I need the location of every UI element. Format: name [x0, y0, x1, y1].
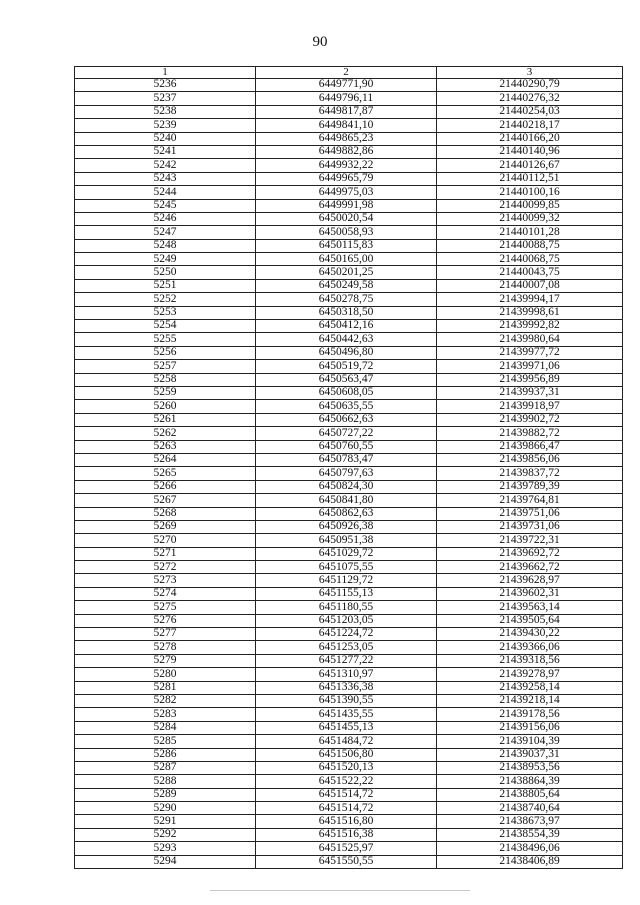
cell-y-coordinate: 21440140,96: [437, 145, 623, 158]
cell-point-number: 5289: [75, 788, 256, 801]
cell-point-number: 5260: [75, 400, 256, 413]
table-row: [75, 266, 623, 279]
cell-y-coordinate: 21439037,31: [437, 748, 623, 761]
table-row: [75, 427, 623, 440]
cell-x-coordinate: 6451253,05: [256, 641, 437, 654]
cell-point-number: 5261: [75, 413, 256, 426]
table-row: [75, 440, 623, 453]
table-row: [75, 694, 623, 707]
cell-x-coordinate: 6451310,97: [256, 668, 437, 681]
cell-x-coordinate: 6451516,38: [256, 828, 437, 841]
cell-point-number: 5284: [75, 721, 256, 734]
cell-y-coordinate: 21439837,72: [437, 467, 623, 480]
cell-x-coordinate: 6450201,25: [256, 266, 437, 279]
table-row: [75, 132, 623, 145]
table-row: [75, 400, 623, 413]
cell-point-number: 5262: [75, 427, 256, 440]
column-header-point-number: 1: [75, 67, 256, 79]
cell-y-coordinate: 21439992,82: [437, 320, 623, 333]
cell-x-coordinate: 6451455,13: [256, 721, 437, 734]
cell-point-number: 5273: [75, 574, 256, 587]
cell-point-number: 5256: [75, 346, 256, 359]
cell-y-coordinate: 21439731,06: [437, 520, 623, 533]
table-row: [75, 587, 623, 600]
cell-point-number: 5266: [75, 480, 256, 493]
cell-x-coordinate: 6450662,63: [256, 413, 437, 426]
cell-y-coordinate: 21439764,81: [437, 494, 623, 507]
column-header-y: 3: [437, 67, 623, 79]
cell-y-coordinate: 21439318,56: [437, 654, 623, 667]
cell-y-coordinate: 21439602,31: [437, 587, 623, 600]
cell-point-number: 5251: [75, 279, 256, 292]
cell-x-coordinate: 6450951,38: [256, 534, 437, 547]
cell-x-coordinate: 6450318,50: [256, 306, 437, 319]
cell-point-number: 5258: [75, 373, 256, 386]
cell-x-coordinate: 6450783,47: [256, 453, 437, 466]
cell-x-coordinate: 6451155,13: [256, 587, 437, 600]
cell-x-coordinate: 6449817,87: [256, 105, 437, 118]
cell-x-coordinate: 6450058,93: [256, 226, 437, 239]
cell-point-number: 5288: [75, 775, 256, 788]
cell-x-coordinate: 6450862,63: [256, 507, 437, 520]
cell-x-coordinate: 6451514,72: [256, 788, 437, 801]
table-row: [75, 105, 623, 118]
table-header-row: [75, 67, 623, 79]
cell-x-coordinate: 6451522,22: [256, 775, 437, 788]
cell-point-number: 5282: [75, 694, 256, 707]
table-row: [75, 279, 623, 292]
cell-x-coordinate: 6450020,54: [256, 212, 437, 225]
cell-y-coordinate: 21439789,39: [437, 480, 623, 493]
table-row: [75, 172, 623, 185]
cell-point-number: 5264: [75, 453, 256, 466]
table-row: [75, 386, 623, 399]
table-row: [75, 815, 623, 828]
cell-x-coordinate: 6451520,13: [256, 761, 437, 774]
cell-x-coordinate: 6449932,22: [256, 159, 437, 172]
cell-y-coordinate: 21439628,97: [437, 574, 623, 587]
table-row: [75, 373, 623, 386]
cell-y-coordinate: 21440099,32: [437, 212, 623, 225]
cell-x-coordinate: 6450608,05: [256, 386, 437, 399]
cell-y-coordinate: 21439104,39: [437, 735, 623, 748]
cell-y-coordinate: 21439278,97: [437, 668, 623, 681]
cell-y-coordinate: 21438864,39: [437, 775, 623, 788]
cell-point-number: 5270: [75, 534, 256, 547]
cell-x-coordinate: 6451336,38: [256, 681, 437, 694]
cell-y-coordinate: 21439980,64: [437, 333, 623, 346]
cell-y-coordinate: 21439563,14: [437, 601, 623, 614]
cell-x-coordinate: 6450496,80: [256, 346, 437, 359]
cell-x-coordinate: 6450760,55: [256, 440, 437, 453]
table-row: [75, 199, 623, 212]
cell-point-number: 5272: [75, 561, 256, 574]
cell-x-coordinate: 6451484,72: [256, 735, 437, 748]
cell-y-coordinate: 21439856,06: [437, 453, 623, 466]
cell-point-number: 5252: [75, 293, 256, 306]
cell-x-coordinate: 6450519,72: [256, 360, 437, 373]
cell-point-number: 5259: [75, 386, 256, 399]
cell-point-number: 5248: [75, 239, 256, 252]
table-row: [75, 614, 623, 627]
cell-y-coordinate: 21439937,31: [437, 386, 623, 399]
table-row: [75, 253, 623, 266]
cell-x-coordinate: 6450249,58: [256, 279, 437, 292]
table-body: [75, 79, 623, 869]
table-row: [75, 145, 623, 158]
cell-x-coordinate: 6450563,47: [256, 373, 437, 386]
cell-y-coordinate: 21439178,56: [437, 708, 623, 721]
table-row: [75, 480, 623, 493]
table-row: [75, 320, 623, 333]
cell-x-coordinate: 6449796,11: [256, 92, 437, 105]
table-row: [75, 601, 623, 614]
table-row: [75, 855, 623, 868]
cell-y-coordinate: 21439751,06: [437, 507, 623, 520]
cell-point-number: 5283: [75, 708, 256, 721]
cell-y-coordinate: 21439430,22: [437, 628, 623, 641]
cell-point-number: 5257: [75, 360, 256, 373]
cell-x-coordinate: 6451277,22: [256, 654, 437, 667]
cell-point-number: 5242: [75, 159, 256, 172]
cell-x-coordinate: 6451435,55: [256, 708, 437, 721]
cell-point-number: 5287: [75, 761, 256, 774]
table-row: [75, 413, 623, 426]
scan-edge-line: [210, 890, 470, 891]
cell-point-number: 5237: [75, 92, 256, 105]
cell-point-number: 5286: [75, 748, 256, 761]
cell-point-number: 5238: [75, 105, 256, 118]
cell-point-number: 5278: [75, 641, 256, 654]
cell-x-coordinate: 6451029,72: [256, 547, 437, 560]
cell-point-number: 5292: [75, 828, 256, 841]
cell-point-number: 5293: [75, 842, 256, 855]
cell-x-coordinate: 6451514,72: [256, 802, 437, 815]
cell-point-number: 5263: [75, 440, 256, 453]
cell-y-coordinate: 21439971,06: [437, 360, 623, 373]
cell-y-coordinate: 21439258,14: [437, 681, 623, 694]
cell-y-coordinate: 21440088,75: [437, 239, 623, 252]
table-row: [75, 212, 623, 225]
table-row: [75, 788, 623, 801]
cell-x-coordinate: 6450635,55: [256, 400, 437, 413]
cell-x-coordinate: 6449771,90: [256, 79, 437, 92]
cell-x-coordinate: 6451203,05: [256, 614, 437, 627]
cell-point-number: 5277: [75, 628, 256, 641]
cell-x-coordinate: 6449965,79: [256, 172, 437, 185]
cell-point-number: 5236: [75, 79, 256, 92]
table-row: [75, 239, 623, 252]
cell-point-number: 5246: [75, 212, 256, 225]
cell-y-coordinate: 21440101,28: [437, 226, 623, 239]
table-row: [75, 293, 623, 306]
cell-y-coordinate: 21439662,72: [437, 561, 623, 574]
cell-y-coordinate: 21439505,64: [437, 614, 623, 627]
cell-y-coordinate: 21439882,72: [437, 427, 623, 440]
cell-point-number: 5254: [75, 320, 256, 333]
cell-x-coordinate: 6451390,55: [256, 694, 437, 707]
cell-y-coordinate: 21439994,17: [437, 293, 623, 306]
cell-x-coordinate: 6451516,80: [256, 815, 437, 828]
cell-x-coordinate: 6449991,98: [256, 199, 437, 212]
cell-point-number: 5294: [75, 855, 256, 868]
cell-x-coordinate: 6450841,80: [256, 494, 437, 507]
cell-y-coordinate: 21440099,85: [437, 199, 623, 212]
cell-point-number: 5247: [75, 226, 256, 239]
cell-y-coordinate: 21440218,17: [437, 119, 623, 132]
cell-point-number: 5280: [75, 668, 256, 681]
table-row: [75, 306, 623, 319]
table-row: [75, 92, 623, 105]
table-row: [75, 574, 623, 587]
cell-point-number: 5244: [75, 186, 256, 199]
cell-y-coordinate: 21439998,61: [437, 306, 623, 319]
cell-point-number: 5269: [75, 520, 256, 533]
cell-x-coordinate: 6451180,55: [256, 601, 437, 614]
cell-x-coordinate: 6450278,75: [256, 293, 437, 306]
cell-y-coordinate: 21439156,06: [437, 721, 623, 734]
cell-point-number: 5271: [75, 547, 256, 560]
cell-y-coordinate: 21438805,64: [437, 788, 623, 801]
cell-point-number: 5241: [75, 145, 256, 158]
cell-y-coordinate: 21438406,89: [437, 855, 623, 868]
cell-y-coordinate: 21440290,79: [437, 79, 623, 92]
cell-x-coordinate: 6450797,63: [256, 467, 437, 480]
cell-point-number: 5243: [75, 172, 256, 185]
cell-point-number: 5276: [75, 614, 256, 627]
cell-x-coordinate: 6450727,22: [256, 427, 437, 440]
table-row: [75, 186, 623, 199]
cell-point-number: 5253: [75, 306, 256, 319]
cell-y-coordinate: 21440100,16: [437, 186, 623, 199]
cell-y-coordinate: 21439366,06: [437, 641, 623, 654]
cell-x-coordinate: 6449975,03: [256, 186, 437, 199]
cell-point-number: 5239: [75, 119, 256, 132]
table-row: [75, 494, 623, 507]
table-row: [75, 842, 623, 855]
cell-point-number: 5250: [75, 266, 256, 279]
table-row: [75, 453, 623, 466]
table-row: [75, 721, 623, 734]
cell-point-number: 5265: [75, 467, 256, 480]
cell-point-number: 5275: [75, 601, 256, 614]
cell-point-number: 5274: [75, 587, 256, 600]
table-row: [75, 735, 623, 748]
table-row: [75, 360, 623, 373]
cell-x-coordinate: 6451506,80: [256, 748, 437, 761]
cell-point-number: 5290: [75, 802, 256, 815]
cell-x-coordinate: 6450115,83: [256, 239, 437, 252]
table-row: [75, 802, 623, 815]
cell-point-number: 5279: [75, 654, 256, 667]
table-row: [75, 654, 623, 667]
cell-y-coordinate: 21440254,03: [437, 105, 623, 118]
table-row: [75, 79, 623, 92]
cell-x-coordinate: 6450165,00: [256, 253, 437, 266]
cell-x-coordinate: 6451525,97: [256, 842, 437, 855]
table-row: [75, 333, 623, 346]
table-row: [75, 561, 623, 574]
cell-y-coordinate: 21440112,51: [437, 172, 623, 185]
cell-y-coordinate: 21440068,75: [437, 253, 623, 266]
cell-y-coordinate: 21438673,97: [437, 815, 623, 828]
cell-point-number: 5267: [75, 494, 256, 507]
cell-x-coordinate: 6450442,63: [256, 333, 437, 346]
table-row: [75, 828, 623, 841]
table-row: [75, 681, 623, 694]
cell-point-number: 5249: [75, 253, 256, 266]
cell-x-coordinate: 6449865,23: [256, 132, 437, 145]
cell-y-coordinate: 21439918,97: [437, 400, 623, 413]
cell-y-coordinate: 21438496,06: [437, 842, 623, 855]
cell-x-coordinate: 6451075,55: [256, 561, 437, 574]
table-row: [75, 507, 623, 520]
cell-y-coordinate: 21439218,14: [437, 694, 623, 707]
cell-y-coordinate: 21438740,64: [437, 802, 623, 815]
cell-x-coordinate: 6450412,16: [256, 320, 437, 333]
cell-x-coordinate: 6449882,86: [256, 145, 437, 158]
cell-point-number: 5245: [75, 199, 256, 212]
cell-point-number: 5255: [75, 333, 256, 346]
cell-point-number: 5240: [75, 132, 256, 145]
cell-y-coordinate: 21439902,72: [437, 413, 623, 426]
cell-x-coordinate: 6451224,72: [256, 628, 437, 641]
table-row: [75, 226, 623, 239]
cell-y-coordinate: 21440043,75: [437, 266, 623, 279]
cell-y-coordinate: 21439866,47: [437, 440, 623, 453]
page-number: 90: [312, 34, 328, 50]
cell-x-coordinate: 6451129,72: [256, 574, 437, 587]
table-row: [75, 346, 623, 359]
table-row: [75, 761, 623, 774]
coordinates-table: [74, 66, 623, 869]
table-row: [75, 775, 623, 788]
cell-y-coordinate: 21440007,08: [437, 279, 623, 292]
cell-point-number: 5285: [75, 735, 256, 748]
table-row: [75, 547, 623, 560]
table-row: [75, 159, 623, 172]
cell-y-coordinate: 21438554,39: [437, 828, 623, 841]
cell-point-number: 5268: [75, 507, 256, 520]
cell-point-number: 5281: [75, 681, 256, 694]
cell-y-coordinate: 21440166,20: [437, 132, 623, 145]
table-row: [75, 628, 623, 641]
cell-y-coordinate: 21439977,72: [437, 346, 623, 359]
table-row: [75, 534, 623, 547]
cell-y-coordinate: 21439956,89: [437, 373, 623, 386]
cell-x-coordinate: 6451550,55: [256, 855, 437, 868]
table-row: [75, 708, 623, 721]
table-row: [75, 467, 623, 480]
table-row: [75, 119, 623, 132]
cell-y-coordinate: 21440276,32: [437, 92, 623, 105]
cell-x-coordinate: 6450824,30: [256, 480, 437, 493]
cell-y-coordinate: 21438953,56: [437, 761, 623, 774]
cell-x-coordinate: 6449841,10: [256, 119, 437, 132]
cell-y-coordinate: 21439722,31: [437, 534, 623, 547]
cell-x-coordinate: 6450926,38: [256, 520, 437, 533]
table-row: [75, 748, 623, 761]
table-row: [75, 641, 623, 654]
column-header-x: 2: [256, 67, 437, 79]
table-row: [75, 520, 623, 533]
cell-y-coordinate: 21439692,72: [437, 547, 623, 560]
table-row: [75, 668, 623, 681]
cell-y-coordinate: 21440126,67: [437, 159, 623, 172]
cell-point-number: 5291: [75, 815, 256, 828]
